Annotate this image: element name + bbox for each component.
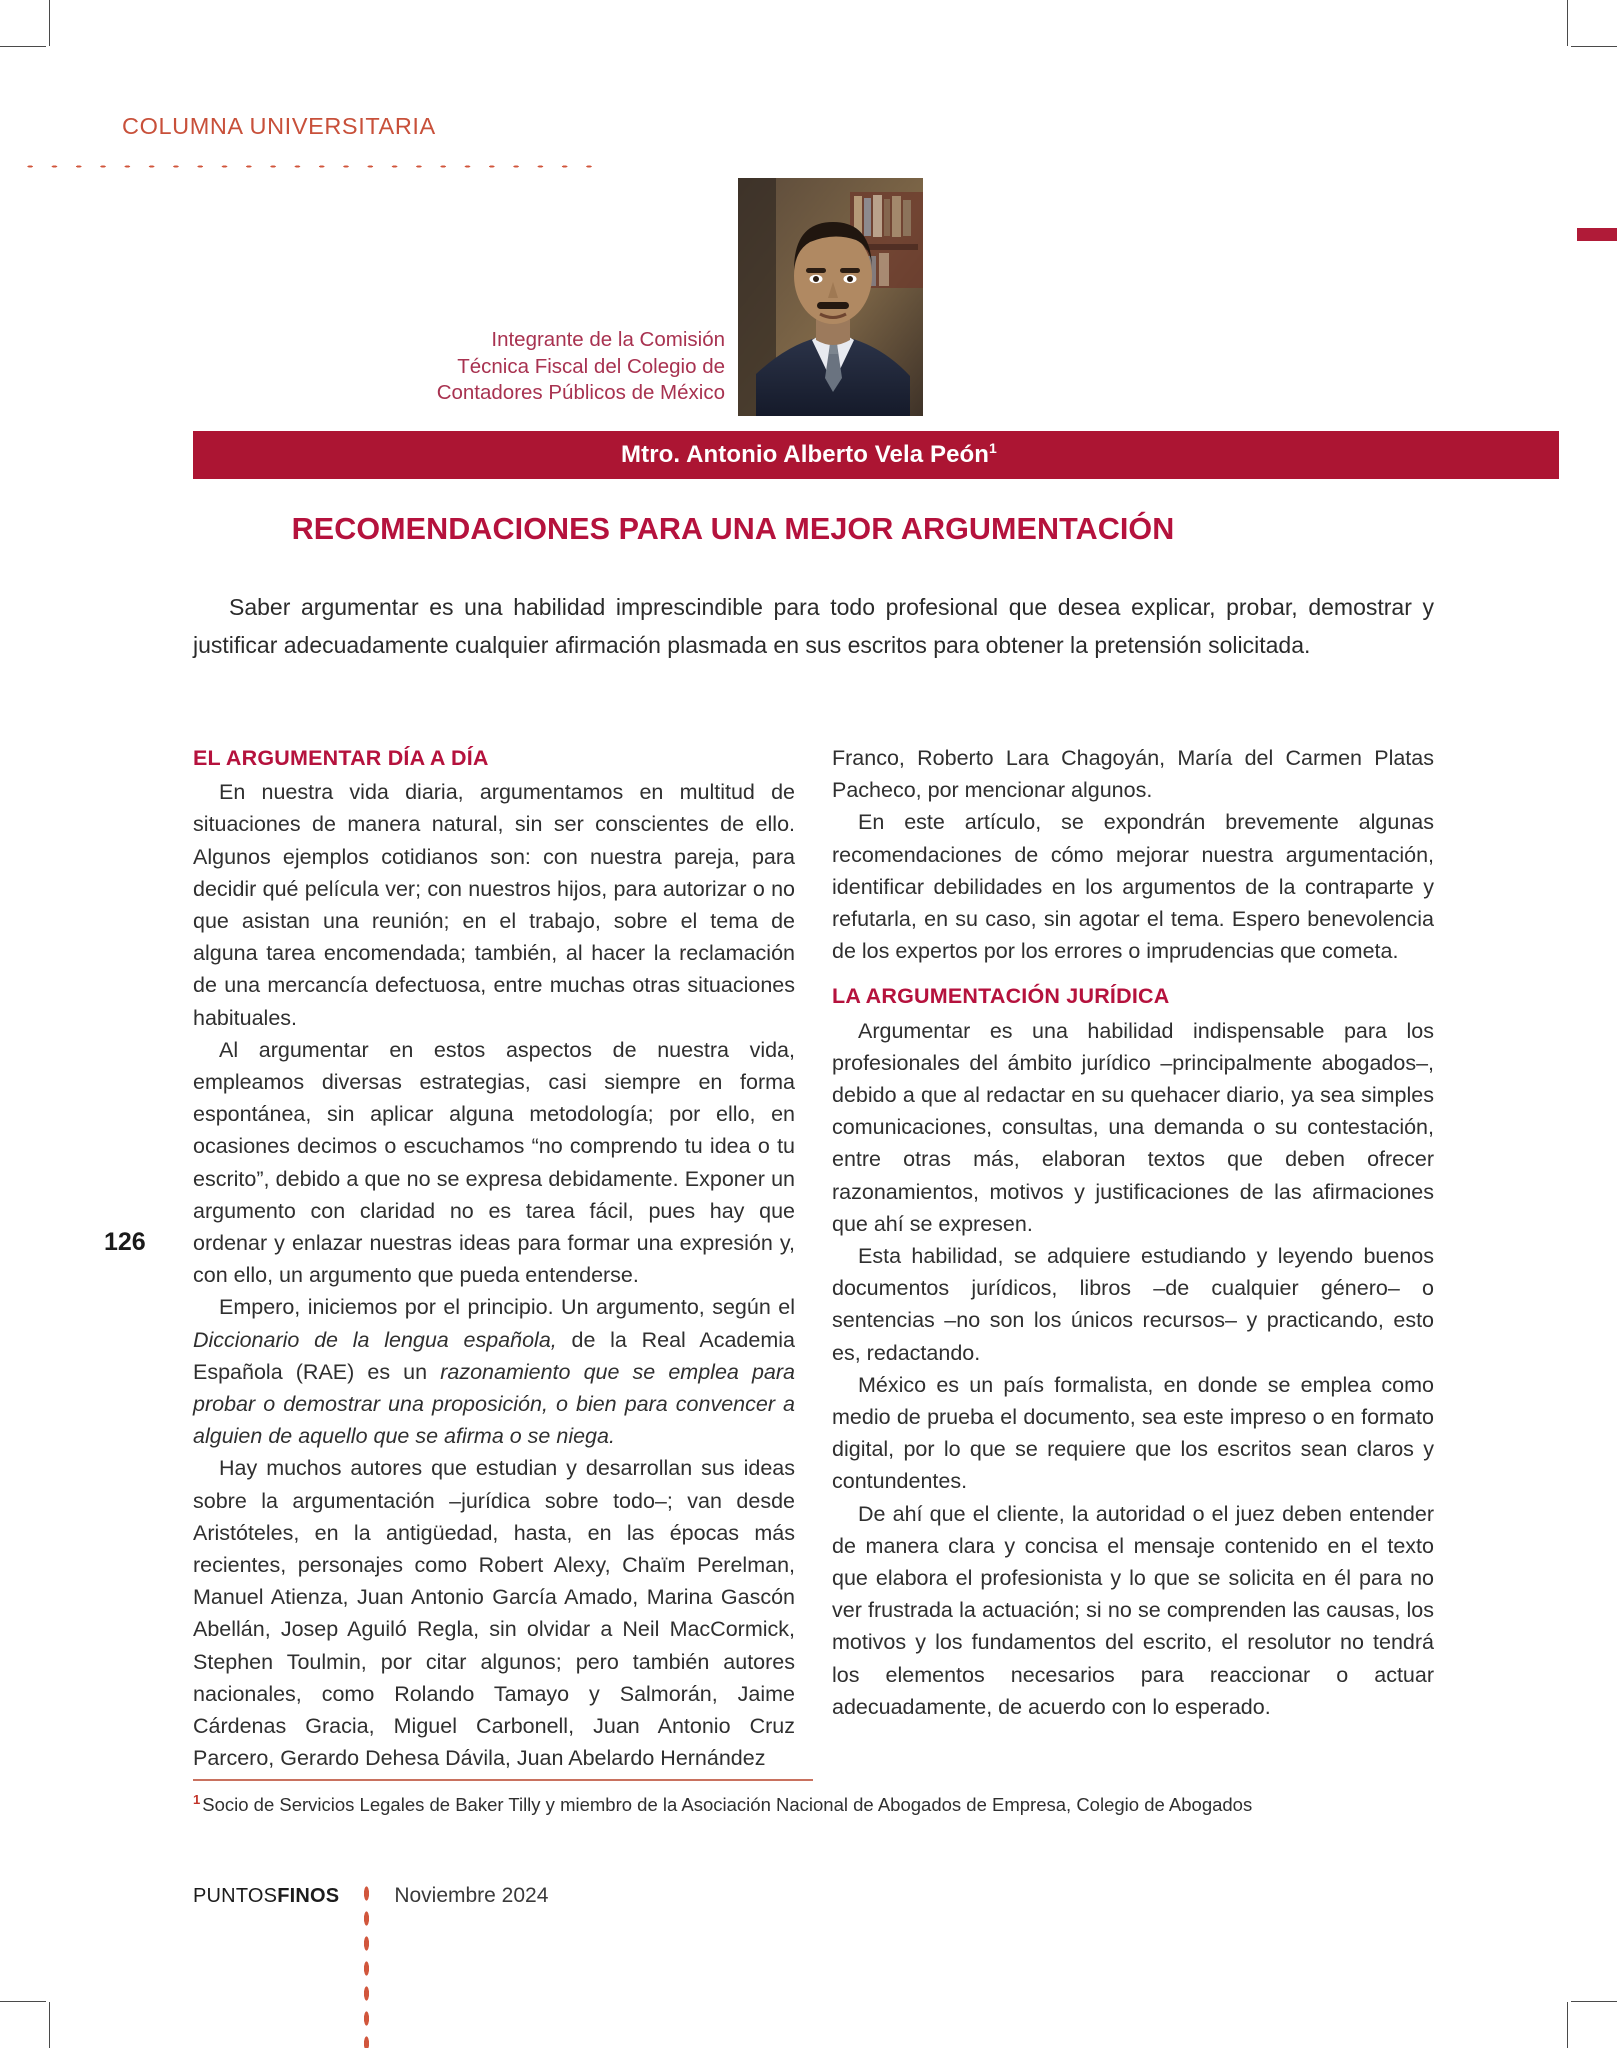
footnote-marker: 1 — [193, 1791, 201, 1807]
paragraph: Esta habilidad, se adquiere estudiando y leyendo buenos documentos jurídicos, libros –de cualquier género– o sentencias –no son los únicos recursos– y practicando, esto es, redactando. — [832, 1244, 1434, 1365]
magazine-brand — [193, 1885, 339, 1908]
paragraph: Al argumentar en estos aspectos de nuestra vida, empleamos diversas estrategias, casi siempre en forma espontánea, sin aplicar alguna metodología; por ello, en ocasiones decimos o escuchamos “no comprendo tu idea o tu escrito”, debido a que no se expresa debidamente. Exponer un argumento con claridad no es tarea fácil, pues hay que ordenar y enlazar nuestras ideas para formar una expresión y, con ello, un argumento que pueda entenderse. — [193, 1037, 795, 1288]
crop-mark-top-right-vertical — [1567, 0, 1568, 46]
edge-tab-marker — [1577, 228, 1617, 241]
footer-dotted-divider — [362, 1881, 371, 2048]
author-byline-text — [193, 431, 1425, 479]
author-byline-bar — [193, 431, 1559, 479]
affiliation-line-3: Contadores Públicos de México — [436, 381, 725, 404]
lead-text: Saber argumentar es una habilidad imprescindible para todo profesional que desea explicar, probar, demostrar y justificar adecuadamente cualquier afirmación plasmada en sus escritos para obtener la pretensión solicitada. — [193, 594, 1434, 658]
paragraph: De ahí que el cliente, la autoridad o el juez deben entender de manera clara y concisa el mensaje contenido en el texto que elabora el profesionista y lo que se solicita en él para no ver frustrada la actuación; si no se comprenden las causas, los motivos y los fundamentos del escrito, el resolutor no tendrá los elementos necesarios para reaccionar o actuar adecuadamente, de acuerdo con lo esperado. — [832, 1501, 1434, 1719]
page-footer — [193, 1882, 548, 1910]
footnote-separator-rule — [193, 1779, 813, 1781]
paragraph: México es un país formalista, en donde se emplea como medio de prueba el documento, sea este impreso o en formato digital, por lo que se requiere que los escritos sean claros y contundentes. — [832, 1372, 1434, 1494]
crop-mark-bottom-left-horizontal — [0, 2001, 46, 2002]
rae-part-1: Empero, iniciemos por el principio. Un argumento, según el — [219, 1295, 795, 1320]
crop-mark-top-left-vertical — [49, 0, 50, 46]
crop-mark-bottom-left-vertical — [49, 2002, 50, 2048]
rae-italic-definition: razonamiento que se emplea para probar o demostrar una proposición, o bien para convencer a alguien de aquello que se afirma o se niega. — [193, 1359, 795, 1449]
affiliation-line-1: Integrante de la Comisión — [491, 328, 725, 351]
paragraph: En este artículo, se expondrán brevemente algunas recomendaciones de cómo mejorar nuestra argumentación, identificar debilidades en los argumentos de la contraparte y refutarla, en su caso, sin agotar el tema. Espero benevolencia de los expertos por los errores o imprudencias que cometa. — [832, 810, 1434, 964]
paragraph-rae-definition — [193, 1291, 795, 1452]
body-column-right — [832, 742, 1434, 1723]
footnote — [193, 1792, 1443, 1818]
crop-mark-top-right-horizontal — [1571, 46, 1617, 47]
crop-mark-bottom-right-vertical — [1567, 2002, 1568, 2048]
page-number: 126 — [104, 1228, 146, 1256]
article-title: RECOMENDACIONES PARA UNA MEJOR ARGUMENTACIÓN — [291, 512, 1175, 546]
right-column-heading: LA ARGUMENTACIÓN JURÍDICA — [832, 984, 1170, 1009]
paragraph-continuation: Franco, Roberto Lara Chagoyán, María del Carmen Platas Pacheco, por mencionar algunos. — [832, 746, 1434, 803]
rae-italic-dictionary: Diccionario de la lengua española, — [193, 1327, 557, 1352]
crop-mark-bottom-right-horizontal — [1571, 2001, 1617, 2002]
left-column-heading: EL ARGUMENTAR DÍA A DÍA — [193, 746, 489, 770]
rae-part-2: de la Real Academia Española (RAE) es un — [193, 1327, 795, 1384]
issue-date: Noviembre 2024 — [394, 1884, 549, 1907]
crop-mark-top-left-horizontal — [0, 46, 46, 47]
affiliation-line-2: Técnica Fiscal del Colegio de — [457, 354, 725, 378]
paragraph: Argumentar es una habilidad indispensable para los profesionales del ámbito jurídico –principalmente abogados–, debido a que al redactar en su quehacer diario, ya sea simples comunicaciones, consultas, una demanda o su contestación, entre otras más, elaboran textos que deben ofrecer razonamientos, motivos y justificaciones de las afirmaciones que ahí se expresen. — [832, 1018, 1434, 1236]
author-name: Mtro. Antonio Alberto Vela Peón — [621, 441, 990, 468]
footnote-text: Socio de Servicios Legales de Baker Tilly y miembro de la Asociación Nacional de Abogados de Empresa, Colegio de Abogados — [202, 1794, 1253, 1815]
brand-light: PUNTOS — [193, 1884, 278, 1907]
paragraph: Hay muchos autores que estudian y desarrollan sus ideas sobre la argumentación –jurídica sobre todo–; van desde Aristóteles, en la antigüedad, hasta, en las épocas más recientes, personajes como Robert Alexy, Chaïm Perelman, Manuel Atienza, Juan Antonio García Amado, Marina Gascón Abellán, Josep Aguiló Regla, sin olvidar a Neil MacCormick, Stephen Toulmin, por citar algunos; pero también autores nacionales, como Rolando Tamayo y Salmorán, Jaime Cárdenas Gracia, Miguel Carbonell, Juan Antonio Cruz Parcero, Gerardo Dehesa Dávila, Juan Abelardo Hernández — [193, 1456, 795, 1771]
author-photo — [738, 178, 923, 416]
body-column-left — [193, 742, 795, 1775]
dotted-rule-decoration — [18, 162, 608, 171]
article-lead-paragraph — [193, 588, 1434, 664]
brand-bold: FINOS — [277, 1884, 340, 1907]
author-footnote-marker: 1 — [989, 440, 997, 456]
section-kicker: COLUMNA UNIVERSITARIA — [122, 113, 436, 139]
paragraph: En nuestra vida diaria, argumentamos en multitud de situaciones de manera natural, sin ser conscientes de ello. Algunos ejemplos cotidianos son: con nuestra pareja, para decidir qué película ver; con nuestros hijos, para autorizar o no que asistan una reunión; en el trabajo, sobre el tema de alguna tarea encomendada; también, al hacer la reclamación de una mercancía defectuosa, entre muchas otras situaciones habituales. — [193, 780, 795, 1030]
author-affiliation — [300, 327, 725, 407]
